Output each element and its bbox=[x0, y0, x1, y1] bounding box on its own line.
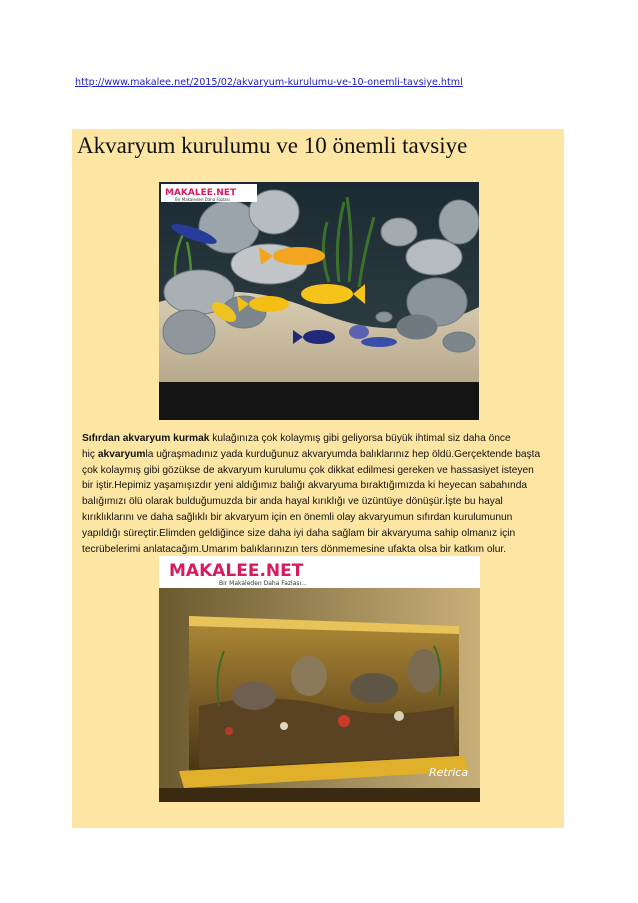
body-line: balığımızı ölü olarak bulduğumuzda bir anda hayal kırıklığı ve üzüntüye dönüşür.İşte bu hayal bbox=[82, 496, 503, 508]
body-line: yapıldığı süreçtir.Elimden geldiğince size daha iyi daha sağlam bir akvaryuma sahip olmanız için bbox=[82, 527, 516, 539]
keyword-akvaryum: akvaryum bbox=[97, 448, 146, 460]
aquarium-photo-2 bbox=[159, 556, 480, 802]
logo-text-1: MAKALEE.NET bbox=[165, 188, 237, 198]
logo-tagline-1: Bir Makaleden Daha Fazlası bbox=[175, 197, 230, 202]
logo-tagline-2: Bir Makaleden Daha Fazlası... bbox=[219, 580, 307, 587]
body-line: çok kolaymış gibi gözükse de akvaryum kurulumu çok dikkat edilmesi gereken ve hassasiyet isteyen bbox=[82, 464, 534, 476]
logo-text-2: MAKALEE.NET bbox=[169, 561, 304, 581]
article-body bbox=[82, 431, 562, 557]
aquarium-photo-1 bbox=[159, 182, 479, 420]
article-panel bbox=[72, 129, 564, 828]
body-line: bir iştir.Hepimiz yaşamışızdır yeni aldığımız balığı akvaryuma bıraktığımızda ki heyecan sabahında bbox=[82, 480, 528, 492]
retrica-watermark: Retrica bbox=[429, 766, 469, 779]
lead-keyword: Sıfırdan akvaryum kurmak bbox=[82, 433, 210, 444]
body-line: tecrübelerimi anlatacağım.Umarım balıklarınızın ters dönmemesine ufakta olsa bir katkım olur. bbox=[82, 543, 507, 555]
body-line: hiç akvaryumla uğraşmadınız yada kurduğunuz akvaryumda balıklarınız hep öldü.Gerçektende başta bbox=[82, 448, 541, 460]
article-title: Akvaryum kurulumu ve 10 önemli tavsiye bbox=[77, 133, 468, 158]
body-line: Sıfırdan akvaryum kurmak kulağınıza çok kolaymış gibi geliyorsa büyük ihtimal siz daha önce bbox=[82, 433, 511, 444]
body-line: kırıklıklarını ve daha sağlıklı bir akvaryum için en önemli olay akvaryumun sıfırdan kurulumunun bbox=[82, 511, 513, 523]
source-url-link[interactable]: http://www.makalee.net/2015/02/akvaryum-kurulumu-ve-10-onemli-tavsiye.html bbox=[75, 77, 463, 88]
